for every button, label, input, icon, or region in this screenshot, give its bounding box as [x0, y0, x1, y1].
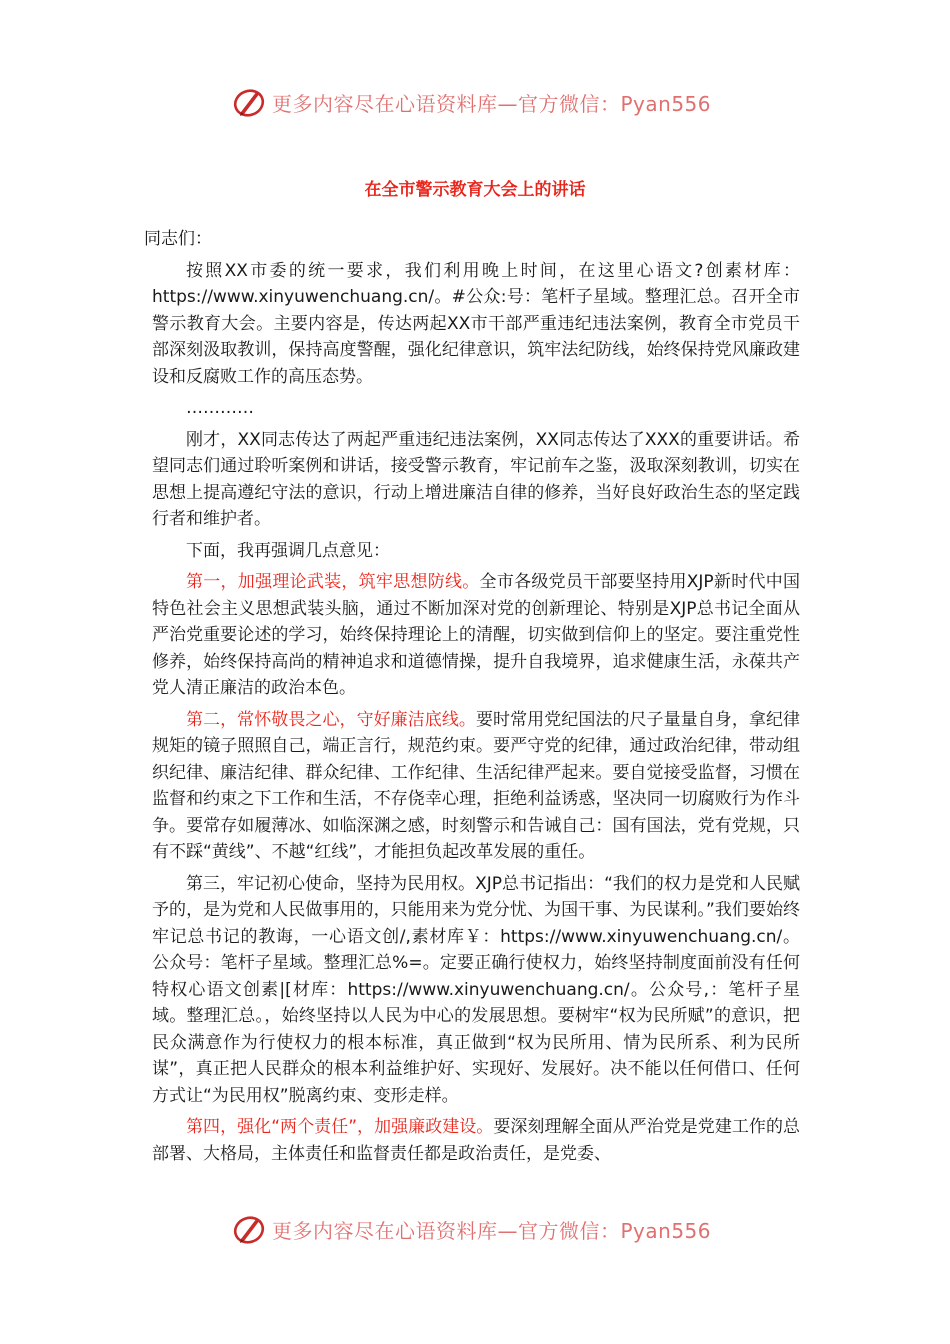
watermark-text: 更多内容尽在心语资料库—官方微信：Pyan556 [272, 1218, 712, 1243]
point-4-paragraph [152, 1114, 800, 1167]
point-4-body: 要深刻理解全面从严治党是党建工作的总部署、大格局，主体责任和监督责任都是政治责任，是党委、 [152, 1117, 800, 1164]
watermark-banner-bottom [232, 1209, 752, 1249]
point-1-body: 全市各级党员干部要坚持用XJP新时代中国特色社会主义思想武装头脑，通过不断加深对党的创新理论、特别是XJP总书记全面从严治党重要论述的学习，始终保持理论上的清醒，切实做到信仰上的坚定。要注重党性修养，始终保持高尚的精神追求和道德情操，提升自我境界，追求健康生活，永葆共产党人清正廉洁的政治本色。 [152, 572, 800, 698]
point-2-body: 要时常用党纪国法的尺子量量自身，拿纪律规矩的镜子照照自己，端正言行，规范约束。要严守党的纪律，通过政治纪律，带动组织纪律、廉洁纪律、群众纪律、工作纪律、生活纪律严起来。要自觉接受监督，习惯在监督和约束之下工作和生活，不存侥幸心理，拒绝利益诱惑，坚决同一切腐败行为作斗争。要常存如履薄冰、如临深渊之感，时刻警示和告诫自己：国有国法，党有党规，只有不踩“黄线”、不越“红线”，才能担负起改革发展的重任。 [152, 709, 801, 862]
watermark-banner-top [232, 82, 752, 122]
point-1-paragraph [152, 569, 800, 702]
point-2-heading: 第二，常怀敬畏之心，守好廉洁底线。 [186, 709, 476, 730]
pen-circle-logo-icon [232, 1212, 266, 1246]
pen-circle-logo-icon [232, 85, 266, 119]
point-4-heading: 第四，强化“两个责任”，加强廉政建设。 [186, 1117, 494, 1137]
document-body [144, 226, 801, 1172]
paragraph-transition: 下面，我再强调几点意见： [186, 540, 390, 561]
point-2-paragraph [152, 707, 800, 866]
point-1-heading: 第一，加强理论武装，筑牢思想防线。 [186, 572, 480, 592]
document-title: 在全市警示教育大会上的讲话 [364, 180, 586, 200]
paragraph-recap: 刚才，XX同志传达了两起严重违纪违法案例，XX同志传达了XXX的重要讲话。希望同志们通过聆听案例和讲话，接受警示教育，牢记前车之鉴，汲取深刻教训，切实在思想上提高遵纪守法的意识，行动上增进廉洁自律的修养，当好良好政治生态的坚定践行者和维护者。 [152, 429, 800, 529]
watermark-text: 更多内容尽在心语资料库—官方微信：Pyan556 [272, 91, 712, 116]
point-3-paragraph: 第三，牢记初心使命，坚持为民用权。XJP总书记指出：“我们的权力是党和人民赋予的，是为党和人民做事用的，只能用来为党分忧、为国干事、为民谋利。”我们要始终牢记总书记的教诲，一心语文创/,素材库￥：https://www.xinyuwenchuang.cn/。公众号：笔杆子星域。整理汇总%=。定要正确行使权力，始终坚持制度面前没有任何特权心语文创素|[材库：https://www.xinyuwenchuang.cn/。公众号,：笔杆子星域。整理汇总。，始终坚持以人民为中心的发展思想。要树牢“权为民所赋”的意识，把民众满意作为行使权力的根本标准，真正做到“权为民所用、情为民所系、利为民所谋”，真正把人民群众的根本利益维护好、实现好、发展好。决不能以任何借口、任何方式让“为民用权”脱离约束、变形走样。 [152, 873, 800, 1106]
salutation: 同志们： [144, 229, 212, 249]
ellipsis: ………… [186, 398, 254, 418]
intro-paragraph: 按照XX市委的统一要求，我们利用晚上时间，在这里心语文?创素材库：https://www.xinyuwenchuang.cn/。#公众:号：笔杆子星域。整理汇总。召开全市警示教育大会。主要内容是，传达两起XX市干部严重违纪违法案例，教育全市党员干部深刻汲取教训，保持高度警醒，强化纪律意识，筑牢法纪防线，始终保持党风廉政建设和反腐败工作的高压态势。 [152, 260, 800, 387]
